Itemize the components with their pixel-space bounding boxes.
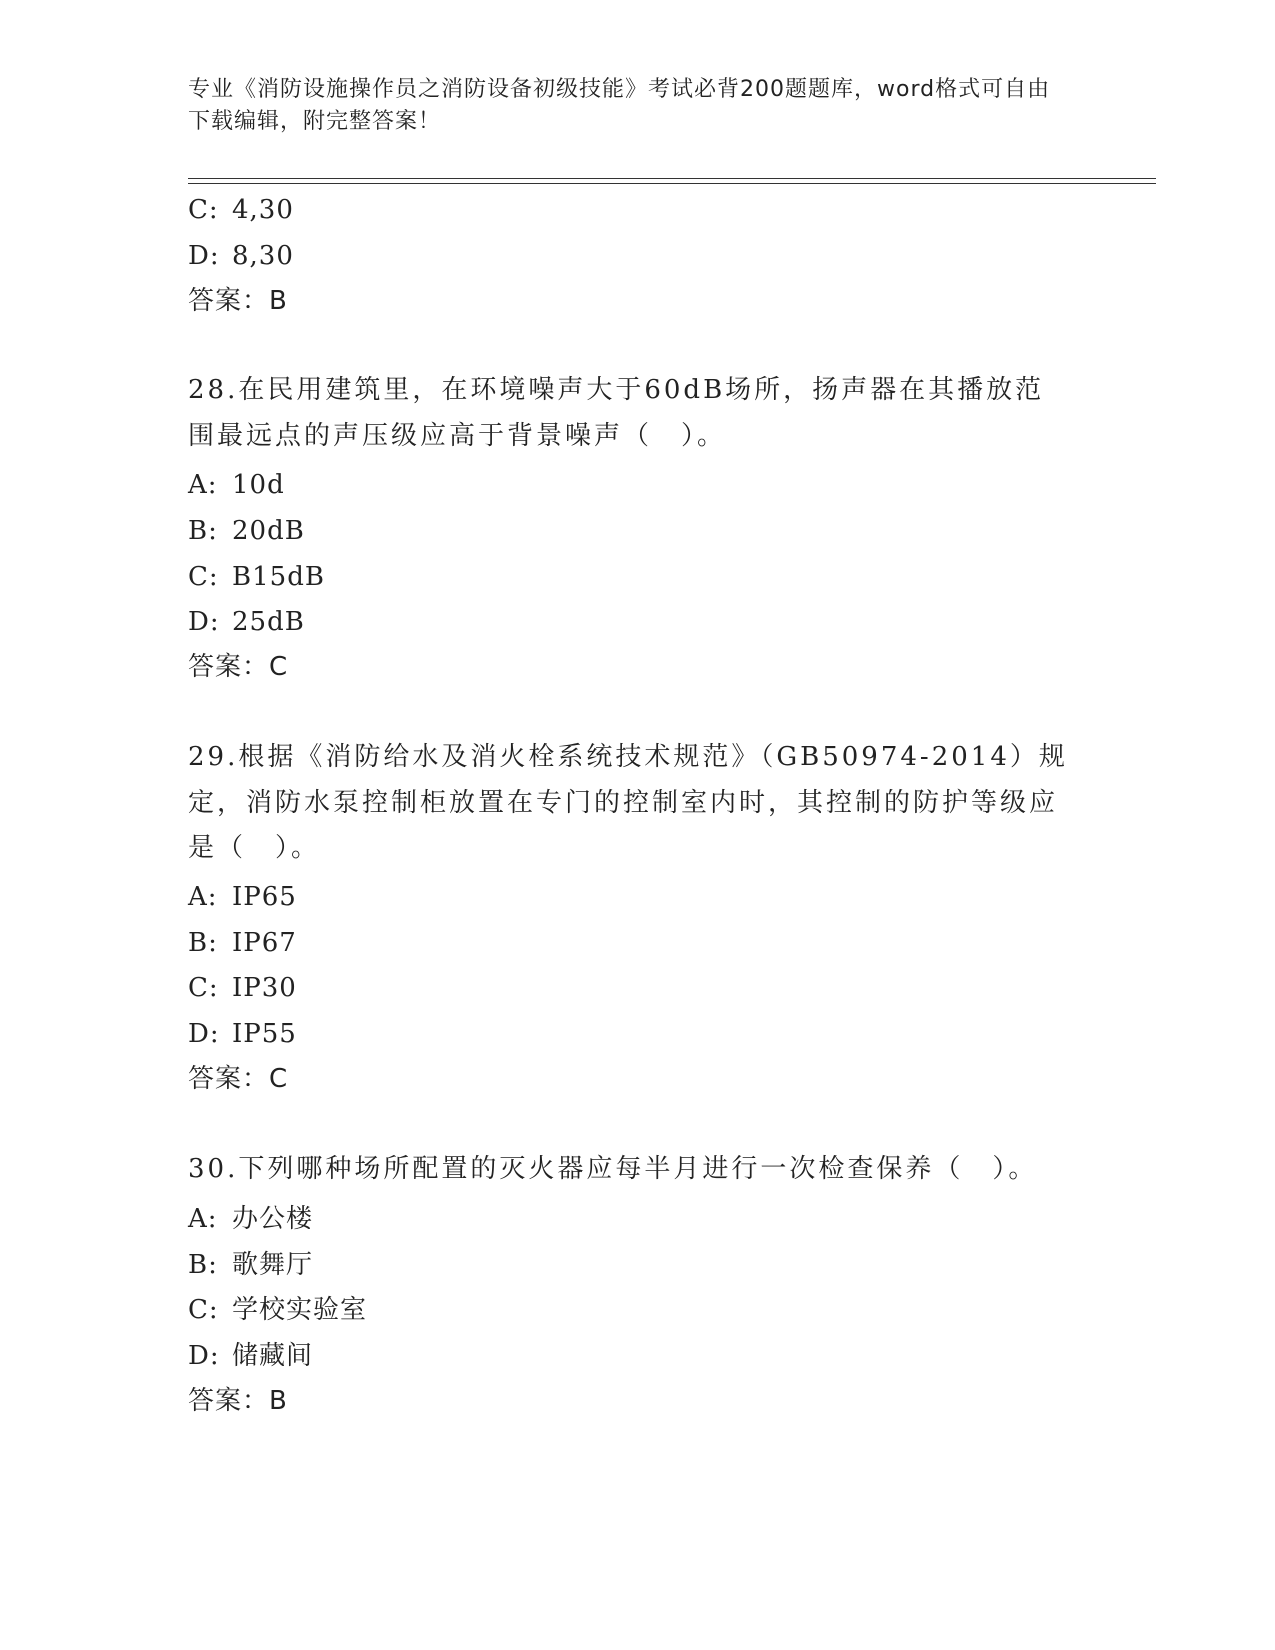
question-30-stem: 30.下列哪种场所配置的灭火器应每半月进行一次检查保养（ ）。 <box>188 1154 1038 1184</box>
answer-line: 答案：B <box>188 286 288 316</box>
option-c: C: 学校实验室 <box>188 1295 368 1325</box>
option-d: D: 储藏间 <box>188 1341 314 1371</box>
option-d: D: IP55 <box>188 1019 297 1049</box>
option-a: A: 办公楼 <box>188 1204 314 1234</box>
option-a: A: 10d <box>188 470 285 500</box>
answer-line: 答案：C <box>188 1064 289 1094</box>
option-c: C: 4,30 <box>188 195 294 225</box>
option-d: D: 25dB <box>188 607 305 637</box>
answer-line: 答案：B <box>188 1386 288 1416</box>
question-29-stem: 29.根据《消防给水及消火栓系统技术规范》（GB50974-2014）规定，消防水泵控制柜放置在专门的控制室内时，其控制的防护等级应是（ ）。 <box>188 742 1068 863</box>
question-28-stem: 28.在民用建筑里，在环境噪声大于60dB场所，扬声器在其播放范围最远点的声压级应高于背景噪声（ ）。 <box>188 375 1045 451</box>
header-divider-bottom <box>188 183 1156 184</box>
option-c: C: IP30 <box>188 973 297 1003</box>
option-c: C: B15dB <box>188 562 325 592</box>
answer-line: 答案：C <box>188 652 289 682</box>
option-b: B: IP67 <box>188 928 297 958</box>
option-b: B: 歌舞厅 <box>188 1250 314 1280</box>
document-header: 专业《消防设施操作员之消防设备初级技能》考试必背200题题库，word格式可自由下载编辑，附完整答案！ <box>188 77 1051 134</box>
header-divider-top <box>188 178 1156 179</box>
option-d: D: 8,30 <box>188 241 294 271</box>
option-a: A: IP65 <box>188 882 297 912</box>
option-b: B: 20dB <box>188 516 305 546</box>
